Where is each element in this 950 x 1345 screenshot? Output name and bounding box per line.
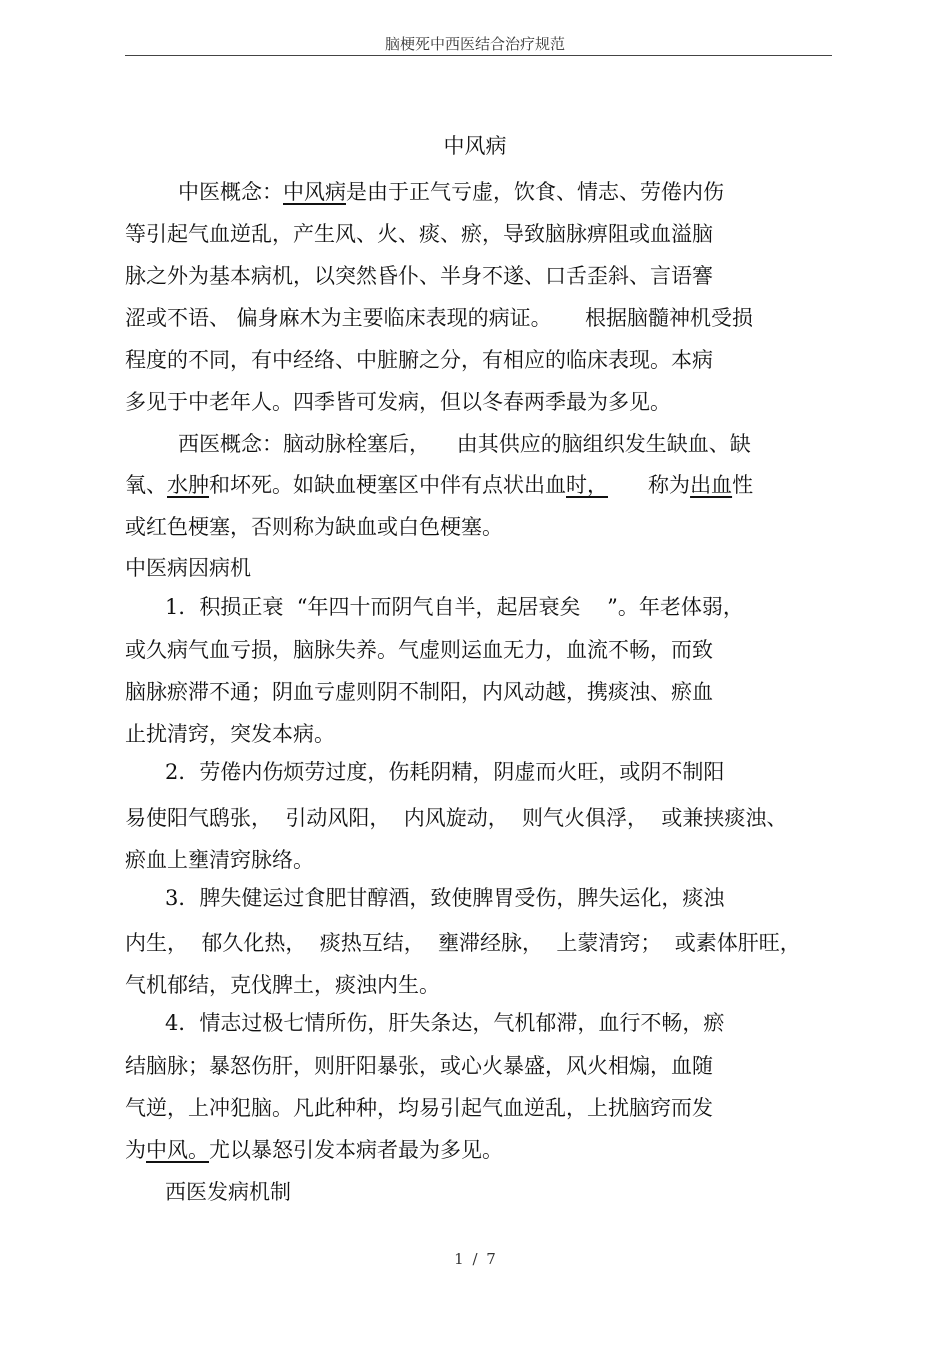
text-line: 涩或不语、 偏身麻木为主要临床表现的病证。 根据脑髓神机受损 (125, 306, 754, 330)
text-line: 多见于中老年人。四季皆可发病，但以冬春两季最为多见。 (125, 390, 671, 414)
text-line: 3．脾失健运过食肥甘醇酒，致使脾胃受伤，脾失运化，痰浊 (165, 886, 725, 910)
text-line: 氧、水肿和坏死。如缺血梗塞区中伴有点状出血时， 称为出血性 (125, 473, 754, 497)
text-line: 气逆，上冲犯脑。凡此种种，均易引起气血逆乱，上扰脑窍而发 (125, 1096, 713, 1120)
text-line: 为中风。尤以暴怒引发本病者最为多见。 (125, 1138, 503, 1162)
text-line: 或红色梗塞，否则称为缺血或白色梗塞。 (125, 515, 503, 539)
text-line: 1．积损正衰 “年四十而阴气自半，起居衰矣 ”。年老体弱， (165, 595, 744, 619)
text-line: 程度的不同，有中经络、中脏腑之分，有相应的临床表现。本病 (125, 348, 713, 372)
text-line: 西医概念：脑动脉栓塞后， 由其供应的脑组织发生缺血、缺 (178, 432, 751, 456)
text-line: 等引起气血逆乱，产生风、火、痰、瘀，导致脑脉痹阻或血溢脑 (125, 222, 713, 246)
text-line: 内生， 郁久化热， 痰热互结， 壅滞经脉， 上蒙清窍； 或素体肝旺， (125, 931, 801, 955)
text-line: 止扰清窍，突发本病。 (125, 722, 335, 746)
text-line: 中医概念：中风病是由于正气亏虚，饮食、情志、劳倦内伤 (178, 180, 724, 204)
text-line: 结脑脉；暴怒伤肝，则肝阳暴张，或心火暴盛，风火相煽，血随 (125, 1054, 713, 1078)
page-number: 1 / 7 (454, 1250, 496, 1268)
text-line: 气机郁结，克伐脾土，痰浊内生。 (125, 973, 440, 997)
text-line: 脉之外为基本病机，以突然昏仆、半身不遂、口舌歪斜、言语謇 (125, 264, 713, 288)
subsection-heading: 中医病因病机 (125, 556, 251, 580)
running-header: 脑梗死中西医结合治疗规范 (384, 35, 565, 53)
text-line: 或久病气血亏损，脑脉失养。气虚则运血无力，血流不畅，而致 (125, 638, 713, 662)
text-line: 瘀血上壅清窍脉络。 (125, 848, 314, 872)
text-line: 2．劳倦内伤烦劳过度，伤耗阴精，阴虚而火旺，或阴不制阳 (165, 760, 725, 784)
section-title: 中风病 (443, 134, 507, 158)
text-line: 易使阳气鸱张， 引动风阳， 内风旋动， 则气火俱浮， 或兼挟痰浊、 (125, 806, 788, 830)
text-line: 脑脉瘀滞不通；阴血亏虚则阴不制阳，内风动越，携痰浊、瘀血 (125, 680, 713, 704)
text-line: 4．情志过极七情所伤，肝失条达，气机郁滞，血行不畅，瘀 (165, 1011, 725, 1035)
header-divider (125, 55, 832, 56)
subsection-heading: 西医发病机制 (165, 1180, 291, 1204)
